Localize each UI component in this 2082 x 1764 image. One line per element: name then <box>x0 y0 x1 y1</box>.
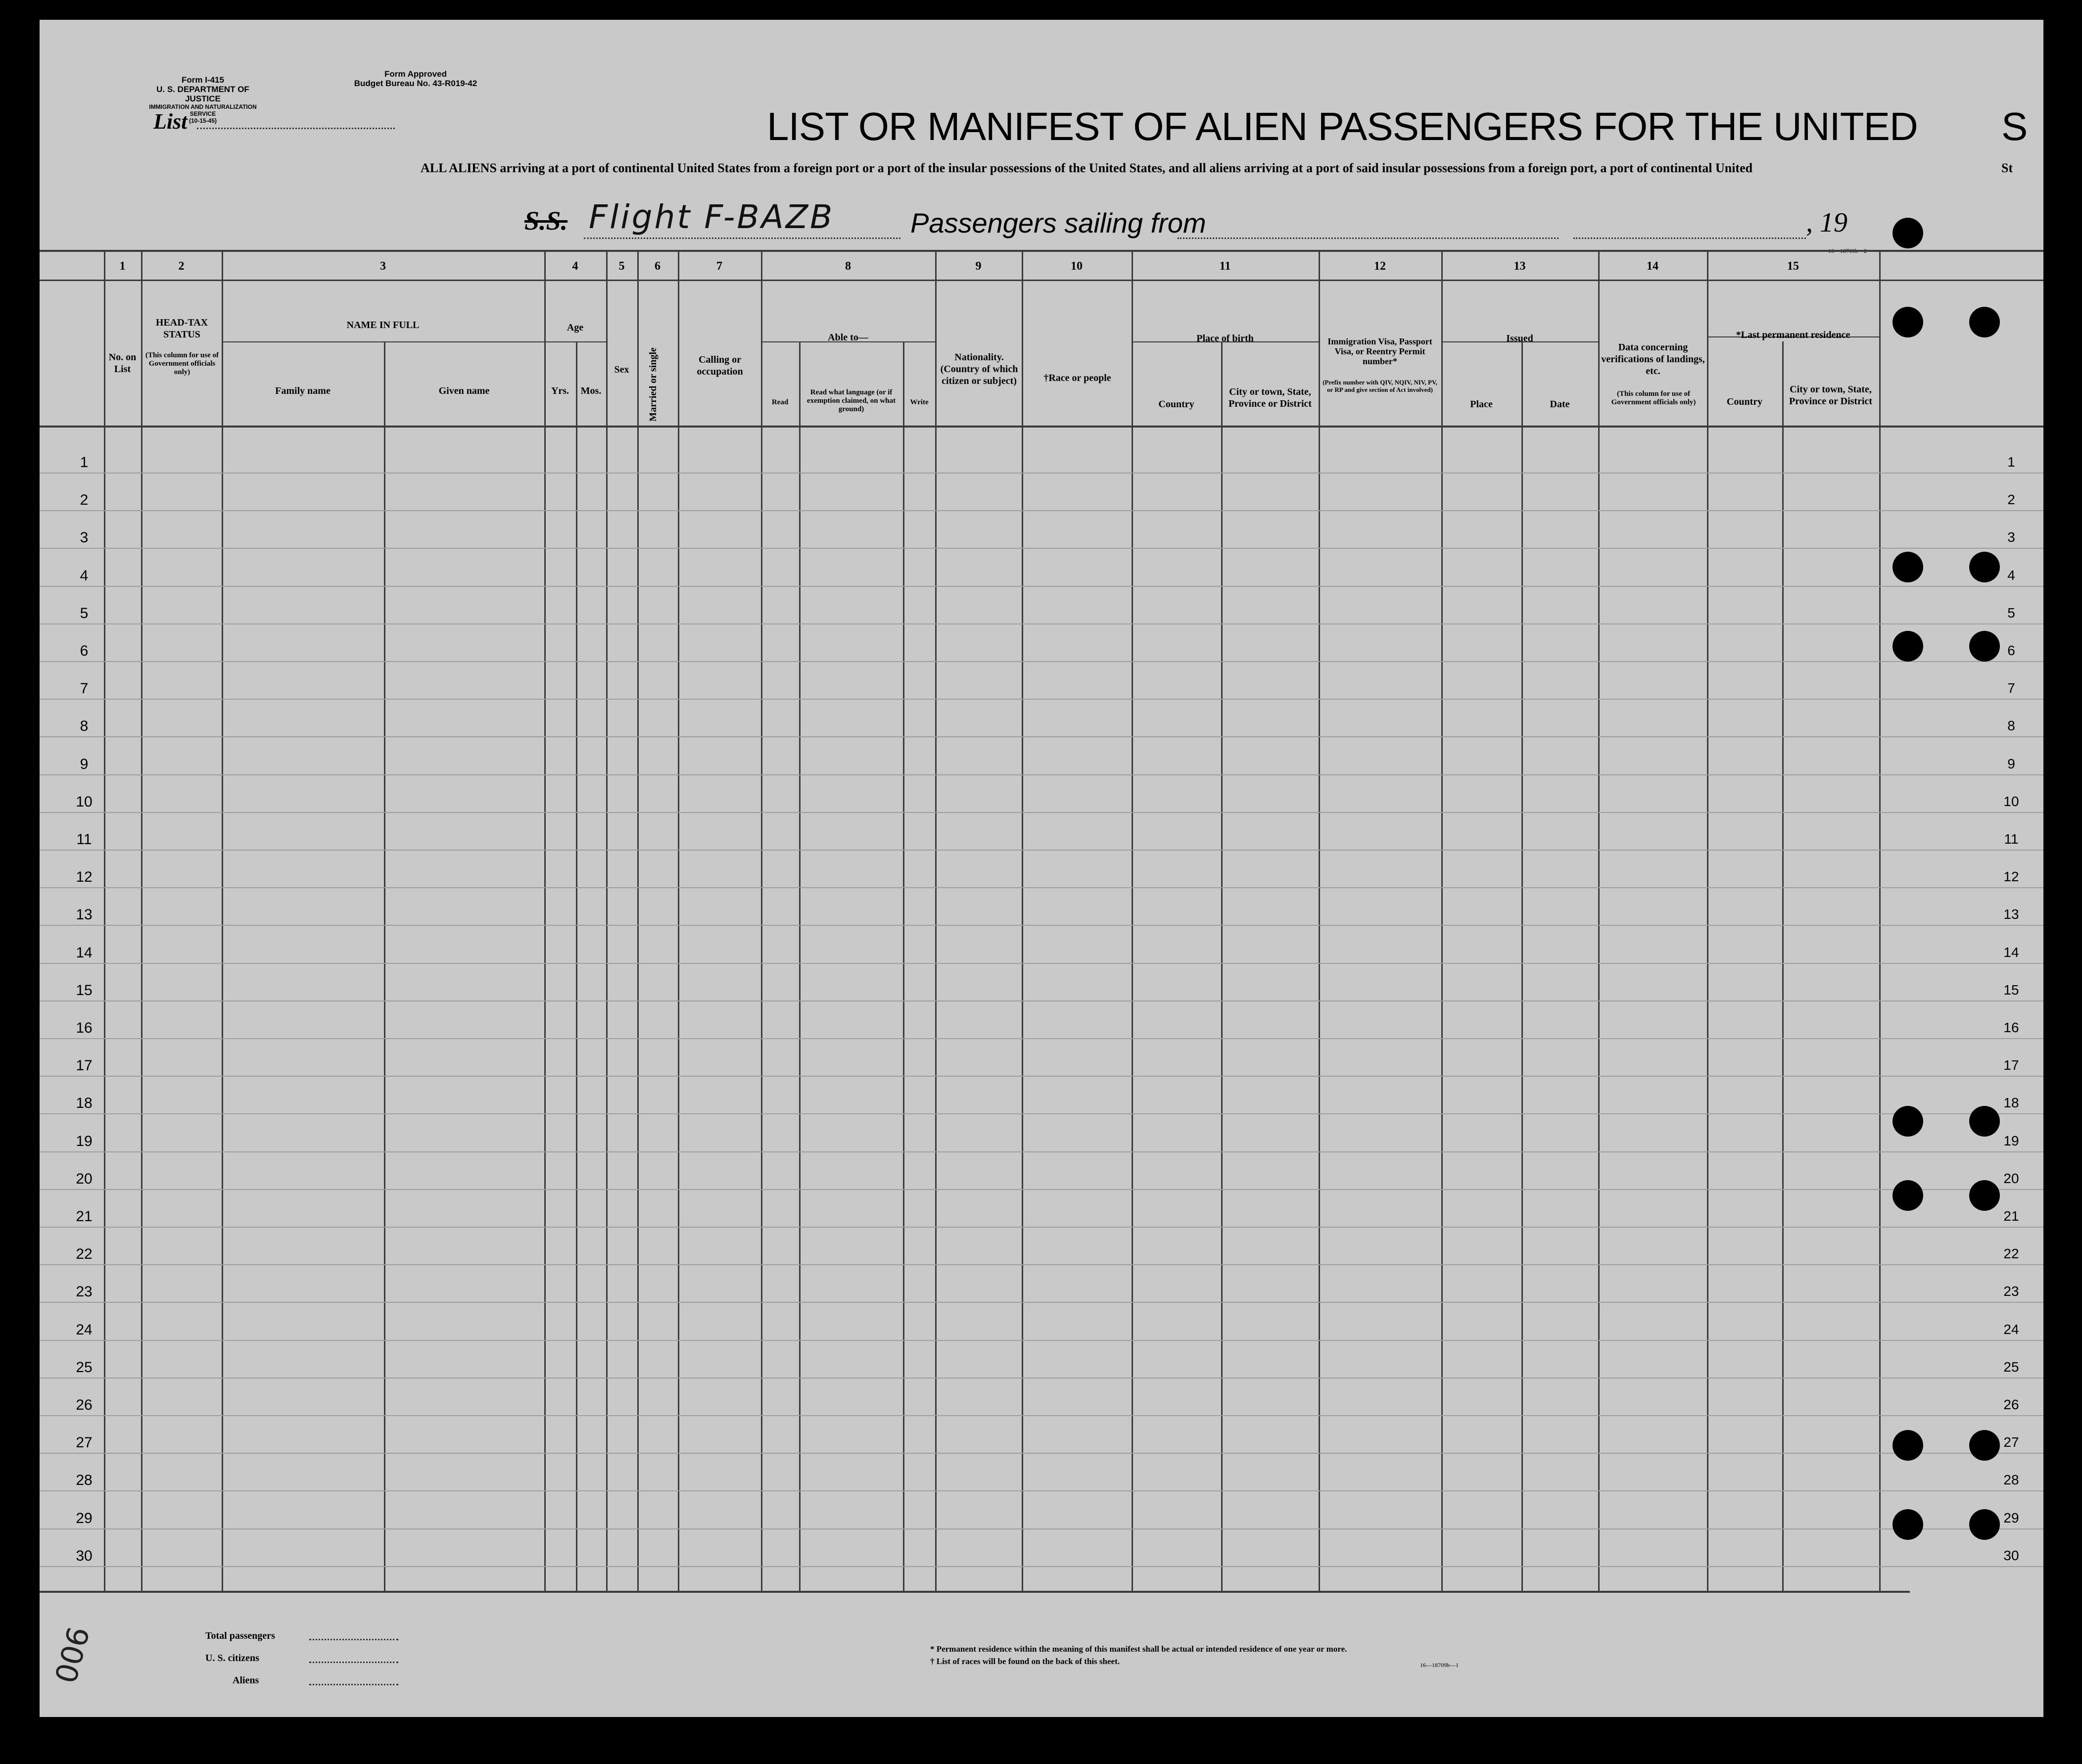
row-number-right: 10 <box>2003 793 2019 809</box>
col-rule <box>1319 250 1320 1591</box>
colnum-14: 14 <box>1647 260 1658 273</box>
col-last-residence: *Last permanent residence <box>1736 330 1850 340</box>
row-rule <box>40 812 2043 813</box>
aliens-field[interactable] <box>309 1684 398 1685</box>
row-rule <box>40 925 2043 926</box>
col-rule <box>799 341 801 1591</box>
colnum-5: 5 <box>618 260 625 273</box>
total-passengers-label: Total passengers <box>205 1630 275 1641</box>
row-rule <box>40 623 2043 624</box>
punch-hole <box>1893 1106 1923 1137</box>
row-number-right: 5 <box>2007 605 2015 620</box>
col-head-tax-note: (This column for use of Government officials only) <box>145 351 219 376</box>
row-rule <box>40 1566 2043 1567</box>
col-read-language: Read what language (or if exemption claimed, on what ground) <box>806 388 896 413</box>
punch-hole <box>1893 307 1923 337</box>
row-rule <box>40 850 2043 851</box>
col-sex: Sex <box>614 364 629 375</box>
col-rule <box>1221 341 1223 1591</box>
row-number-right: 24 <box>2003 1321 2019 1337</box>
row-number-right: 17 <box>2003 1057 2019 1073</box>
name-subheader-rule <box>222 341 544 342</box>
page-title: LIST OR MANIFEST OF ALIEN PASSENGERS FOR THE UNITED <box>767 104 1918 148</box>
col-birth-country: Country <box>1158 399 1194 410</box>
row-rule <box>40 774 2043 775</box>
col-mos: Mos. <box>580 385 602 396</box>
row-number-right: 4 <box>2007 567 2015 583</box>
row-number: 28 <box>76 1472 93 1489</box>
row-number-right: 22 <box>2003 1246 2019 1262</box>
colnum-2: 2 <box>178 260 185 273</box>
col-rule <box>761 250 762 1591</box>
row-rule <box>40 963 2043 964</box>
row-number-right: 1 <box>2007 454 2015 470</box>
row-number: 6 <box>80 643 89 659</box>
punch-hole <box>1969 1106 2000 1137</box>
stamp-number: 006 <box>48 1623 97 1687</box>
col-res-country: Country <box>1726 396 1763 407</box>
row-number: 26 <box>76 1397 93 1413</box>
row-rule <box>40 699 2043 700</box>
form-number: Form I-415 <box>182 75 224 85</box>
vessel-field[interactable] <box>584 238 900 239</box>
list-label: List <box>153 109 188 134</box>
us-citizens-field[interactable] <box>309 1662 398 1663</box>
punch-hole <box>1969 1509 2000 1540</box>
row-number-right: 23 <box>2003 1284 2019 1299</box>
row-rule <box>40 1302 2043 1303</box>
row-number: 19 <box>76 1133 93 1149</box>
row-number-right: 8 <box>2007 718 2015 734</box>
punch-hole <box>1969 1430 2000 1461</box>
row-number: 22 <box>76 1246 93 1263</box>
row-number: 9 <box>80 756 89 772</box>
col-data-concerning: Data concerning verifications of landings, etc. <box>1601 342 1705 377</box>
year-label: , 19 <box>1806 207 1847 238</box>
row-number: 10 <box>76 793 93 810</box>
col-issued-date: Date <box>1550 399 1570 410</box>
punch-hole <box>1969 552 2000 582</box>
row-number-right: 28 <box>2003 1472 2019 1488</box>
row-number-right: 11 <box>2004 831 2019 847</box>
row-number: 27 <box>76 1434 93 1451</box>
punch-hole <box>1893 631 1923 662</box>
row-number-right: 20 <box>2003 1170 2019 1186</box>
row-rule <box>40 887 2043 888</box>
row-number-right: 21 <box>2003 1208 2019 1224</box>
row-number-right: 25 <box>2003 1359 2019 1375</box>
row-rule <box>40 1453 2043 1454</box>
col-rule <box>1598 250 1600 1591</box>
row-number: 21 <box>76 1208 93 1225</box>
colnum-1: 1 <box>119 260 126 273</box>
form-date: (10-15-45) <box>189 117 217 124</box>
col-visa-note: (Prefix number with QIV, NQIV, NIV, PV, or RP and give section of Act involved) <box>1323 379 1437 393</box>
footnote-code: 16—18709b—1 <box>1420 1662 1459 1669</box>
row-number-right: 13 <box>2003 906 2019 922</box>
punch-hole <box>1969 307 2000 337</box>
punch-hole <box>1969 1180 2000 1211</box>
page-title-cut: S <box>2001 104 2028 148</box>
col-birth-city: City or town, State, Province or District <box>1228 386 1312 409</box>
colnum-15: 15 <box>1787 260 1799 273</box>
col-rule <box>1521 341 1523 1591</box>
department-name: U. S. DEPARTMENT OF JUSTICE <box>156 85 249 103</box>
colnum-4: 4 <box>572 260 578 273</box>
col-yrs: Yrs. <box>551 385 569 396</box>
row-number-right: 27 <box>2003 1434 2019 1450</box>
row-number: 8 <box>80 718 89 735</box>
age-subheader-rule <box>544 341 606 342</box>
row-rule <box>40 510 2043 511</box>
row-number-right: 18 <box>2003 1095 2019 1111</box>
punch-hole <box>1969 631 2000 662</box>
sailing-date-field[interactable] <box>1573 238 1806 239</box>
colnum-12: 12 <box>1374 260 1386 273</box>
col-rule <box>141 250 142 1591</box>
approval-text: Form Approved <box>384 69 447 79</box>
row-number: 23 <box>76 1284 93 1300</box>
col-given-name: Given name <box>438 385 490 396</box>
row-rule <box>40 1113 2043 1114</box>
footnote-races: † List of races will be found on the back of this sheet. <box>930 1657 1120 1666</box>
col-res-city: City or town, State, Province or District <box>1789 384 1873 407</box>
approval-block <box>341 69 490 88</box>
col-issued-place: Place <box>1470 399 1493 410</box>
col-rule <box>544 250 546 1591</box>
row-number: 20 <box>76 1170 93 1187</box>
col-write: Write <box>910 398 929 406</box>
colnum-13: 13 <box>1514 260 1526 273</box>
row-number: 25 <box>76 1359 93 1376</box>
colnum-8: 8 <box>845 260 851 273</box>
footnote-residence: * Permanent residence within the meaning of this manifest shall be actual or intended residence of one year or more. <box>930 1644 1347 1654</box>
page-subtitle-cut: St <box>2001 161 2013 175</box>
col-rule <box>935 250 937 1591</box>
col-age: Age <box>567 322 584 333</box>
col-rule <box>1707 250 1708 1591</box>
col-nationality: Nationality. (Country of which citizen or subject) <box>940 352 1018 386</box>
col-married: Married or single <box>648 347 659 422</box>
col-rule <box>1132 250 1133 1591</box>
col-rule <box>903 341 904 1591</box>
service-name: IMMIGRATION AND NATURALIZATION SERVICE <box>149 103 257 117</box>
aliens-label: Aliens <box>233 1675 259 1686</box>
row-number: 24 <box>76 1321 93 1338</box>
row-number: 30 <box>76 1547 93 1564</box>
col-family-name: Family name <box>275 385 331 396</box>
row-number-right: 19 <box>2003 1133 2019 1148</box>
col-rule <box>222 250 223 1591</box>
row-number: 15 <box>76 982 93 999</box>
colnum-7: 7 <box>716 260 722 273</box>
col-visa: Immigration Visa, Passport Visa, or Reentry Permit number* <box>1327 336 1432 366</box>
col-race: †Race or people <box>1043 373 1111 383</box>
row-number: 2 <box>80 492 89 509</box>
row-number-right: 30 <box>2003 1547 2019 1563</box>
table-top-border <box>40 250 2043 252</box>
row-number: 1 <box>80 454 89 471</box>
ss-label: S.S. <box>524 206 568 236</box>
column-number-rule <box>40 280 2043 281</box>
row-number-right: 9 <box>2007 756 2015 771</box>
punch-hole <box>1893 218 1923 248</box>
row-number: 12 <box>76 869 93 886</box>
manifest-sheet <box>40 20 2043 1717</box>
col-rule <box>678 250 679 1591</box>
row-rule <box>40 473 2043 474</box>
row-rule <box>40 1189 2043 1190</box>
us-citizens-label: U. S. citizens <box>205 1653 259 1664</box>
row-number: 14 <box>76 944 93 961</box>
row-number: 29 <box>76 1510 93 1526</box>
row-rule <box>40 548 2043 549</box>
row-rule <box>40 1038 2043 1039</box>
colnum-3: 3 <box>380 260 386 273</box>
punch-hole <box>1893 1509 1923 1540</box>
total-passengers-field[interactable] <box>309 1639 398 1640</box>
col-place-of-birth: Place of birth <box>1196 333 1254 344</box>
colnum-11: 11 <box>1219 260 1231 273</box>
row-number: 13 <box>76 906 93 923</box>
row-number-right: 16 <box>2003 1020 2019 1035</box>
row-number-right: 15 <box>2003 982 2019 998</box>
row-rule <box>40 1076 2043 1077</box>
col-no-on-list: No. on List <box>108 352 137 375</box>
row-rule <box>40 1227 2043 1228</box>
row-number-right: 2 <box>2007 492 2015 508</box>
colnum-9: 9 <box>975 260 982 273</box>
row-number-right: 29 <box>2003 1510 2019 1526</box>
row-rule <box>40 1151 2043 1152</box>
row-number-right: 6 <box>2007 643 2015 658</box>
row-rule <box>40 1415 2043 1416</box>
col-rule <box>637 250 639 1591</box>
table-bottom-rule <box>40 1591 1910 1593</box>
row-number: 17 <box>76 1057 93 1074</box>
bureau-number: Budget Bureau No. 43-R019-42 <box>354 79 477 88</box>
col-rule <box>104 250 105 1591</box>
row-rule <box>40 586 2043 587</box>
row-rule <box>40 1490 2043 1491</box>
punch-hole <box>1893 1430 1923 1461</box>
col-read: Read <box>771 398 789 406</box>
row-number-right: 26 <box>2003 1397 2019 1412</box>
col-rule <box>1022 250 1023 1591</box>
page-subtitle: ALL ALIENS arriving at a port of continental United States from a foreign port or a port of the insular possessions of the United States, and all aliens arriving at a port of said insular possessions from a foreign port, a port of continental United <box>421 161 1753 175</box>
col-able-to: Able to— <box>828 332 868 343</box>
sailing-label: Passengers sailing from <box>910 207 1206 238</box>
col-rule <box>576 341 577 1591</box>
row-number-right: 3 <box>2007 529 2015 545</box>
row-rule <box>40 1378 2043 1379</box>
col-issued: Issued <box>1506 333 1533 344</box>
col-calling: Calling or occupation <box>697 354 743 377</box>
punch-hole <box>1893 552 1923 582</box>
col-rule <box>1879 250 1881 1591</box>
col-rule <box>1782 341 1784 1591</box>
col-data-note: (This column for use of Government officials only) <box>1611 390 1696 406</box>
row-rule <box>40 736 2043 737</box>
row-number: 11 <box>76 831 92 848</box>
colnum-6: 6 <box>655 260 661 273</box>
row-rule <box>40 1264 2043 1265</box>
col-head-tax: HEAD-TAX STATUS <box>155 317 208 340</box>
row-number-right: 12 <box>2003 869 2019 885</box>
row-number: 18 <box>76 1095 93 1112</box>
row-number-right: 7 <box>2007 680 2015 696</box>
col-name-in-full: NAME IN FULL <box>346 320 420 331</box>
row-number: 5 <box>80 605 89 621</box>
header-bottom-rule <box>40 426 2043 428</box>
handwritten-vessel: Flight F-BAZB <box>589 198 835 236</box>
col-rule <box>606 250 608 1591</box>
list-field[interactable] <box>197 128 395 129</box>
row-rule <box>40 661 2043 662</box>
punch-hole <box>1893 1180 1923 1211</box>
row-rule <box>40 1340 2043 1341</box>
colnum-10: 10 <box>1071 260 1083 273</box>
row-number: 7 <box>80 680 89 697</box>
row-number: 3 <box>80 529 89 546</box>
row-rule <box>40 1528 2043 1529</box>
col-rule <box>384 341 385 1591</box>
row-number-right: 14 <box>2003 944 2019 960</box>
sailing-from-field[interactable] <box>1178 238 1559 239</box>
col-rule <box>1441 250 1443 1591</box>
row-number: 16 <box>76 1020 93 1036</box>
row-number: 4 <box>80 567 89 584</box>
